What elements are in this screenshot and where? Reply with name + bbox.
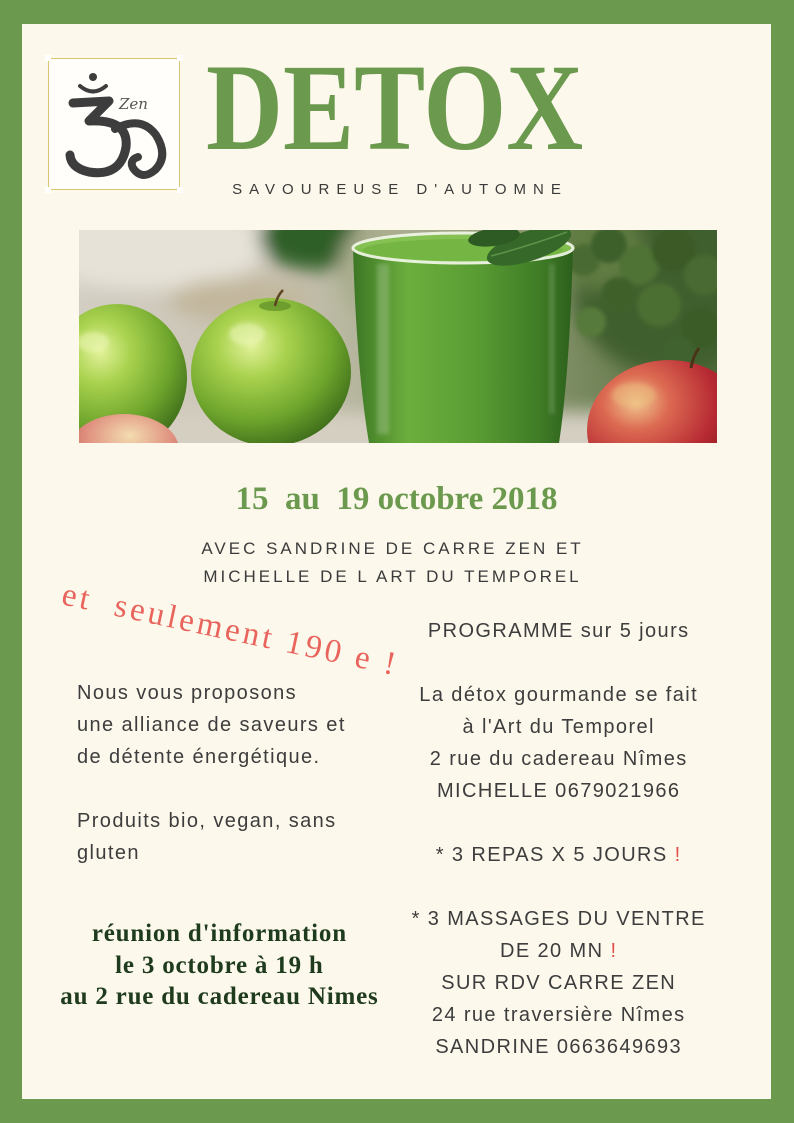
page-title: DETOX (206, 39, 584, 176)
exclamation-mark: ! (610, 940, 618, 962)
price-callout: et seulement 190 e ! (58, 576, 403, 684)
smoothie-glass (353, 230, 575, 443)
meals-line (401, 839, 716, 871)
massages-detail: 24 rue traversière Nîmes (431, 1004, 686, 1026)
hosts-line: AVEC SANDRINE DE CARRE ZEN ET (201, 539, 584, 558)
exclamation-mark: ! (674, 844, 682, 866)
products-line: Produits bio, vegan, sans (77, 810, 337, 832)
intro-text (77, 677, 377, 869)
spacer (77, 773, 377, 805)
logo (48, 58, 180, 190)
spacer (401, 871, 716, 903)
programme (400, 615, 716, 1063)
venue-contact: MICHELLE 0679021966 (436, 780, 681, 802)
logo-main-stroke (70, 101, 126, 173)
intro-line: de détente énergétique. (77, 746, 321, 768)
meeting-line: au 2 rue du cadereau Nimes (60, 983, 379, 1010)
venue-line: à l'Art du Temporel (462, 716, 655, 738)
hero-photo (79, 230, 717, 443)
intro-line: Nous vous proposons (77, 682, 298, 704)
venue-line: 2 rue du cadereau Nîmes (429, 748, 688, 770)
green-smoothie-apples-photo (79, 230, 717, 443)
intro-line: une alliance de saveurs et (77, 714, 346, 736)
products-line: gluten (77, 842, 140, 864)
logo-crescent (80, 86, 106, 92)
logo-text: Zen (119, 95, 148, 113)
spacer (401, 807, 716, 839)
info-meeting (40, 918, 398, 1013)
meeting-line: le 3 octobre à 19 h (115, 951, 324, 979)
massages-detail: SUR RDV CARRE ZEN (441, 972, 677, 994)
massages-duration: DE 20 MN (499, 940, 604, 962)
hosts-line: MICHELLE DE L ART DU TEMPOREL (203, 567, 582, 586)
spacer (401, 647, 716, 679)
programme-title: PROGRAMME sur 5 jours (427, 620, 690, 642)
meals-text: * 3 REPAS X 5 JOURS (435, 844, 668, 866)
subtitle: SAVOUREUSE D'AUTOMNE (232, 181, 568, 198)
massages-line (401, 935, 716, 967)
venue-line: La détox gourmande se fait (419, 684, 699, 706)
meeting-line: réunion d'information (91, 920, 347, 947)
hosts (22, 535, 760, 591)
logo-dot (89, 73, 97, 81)
massages-line: * 3 MASSAGES DU VENTRE (411, 908, 706, 930)
massages-contact: SANDRINE 0663649693 (435, 1036, 683, 1058)
om-zen-logo-icon (49, 59, 178, 188)
event-dates: 15 au 19 octobre 2018 (235, 481, 558, 517)
